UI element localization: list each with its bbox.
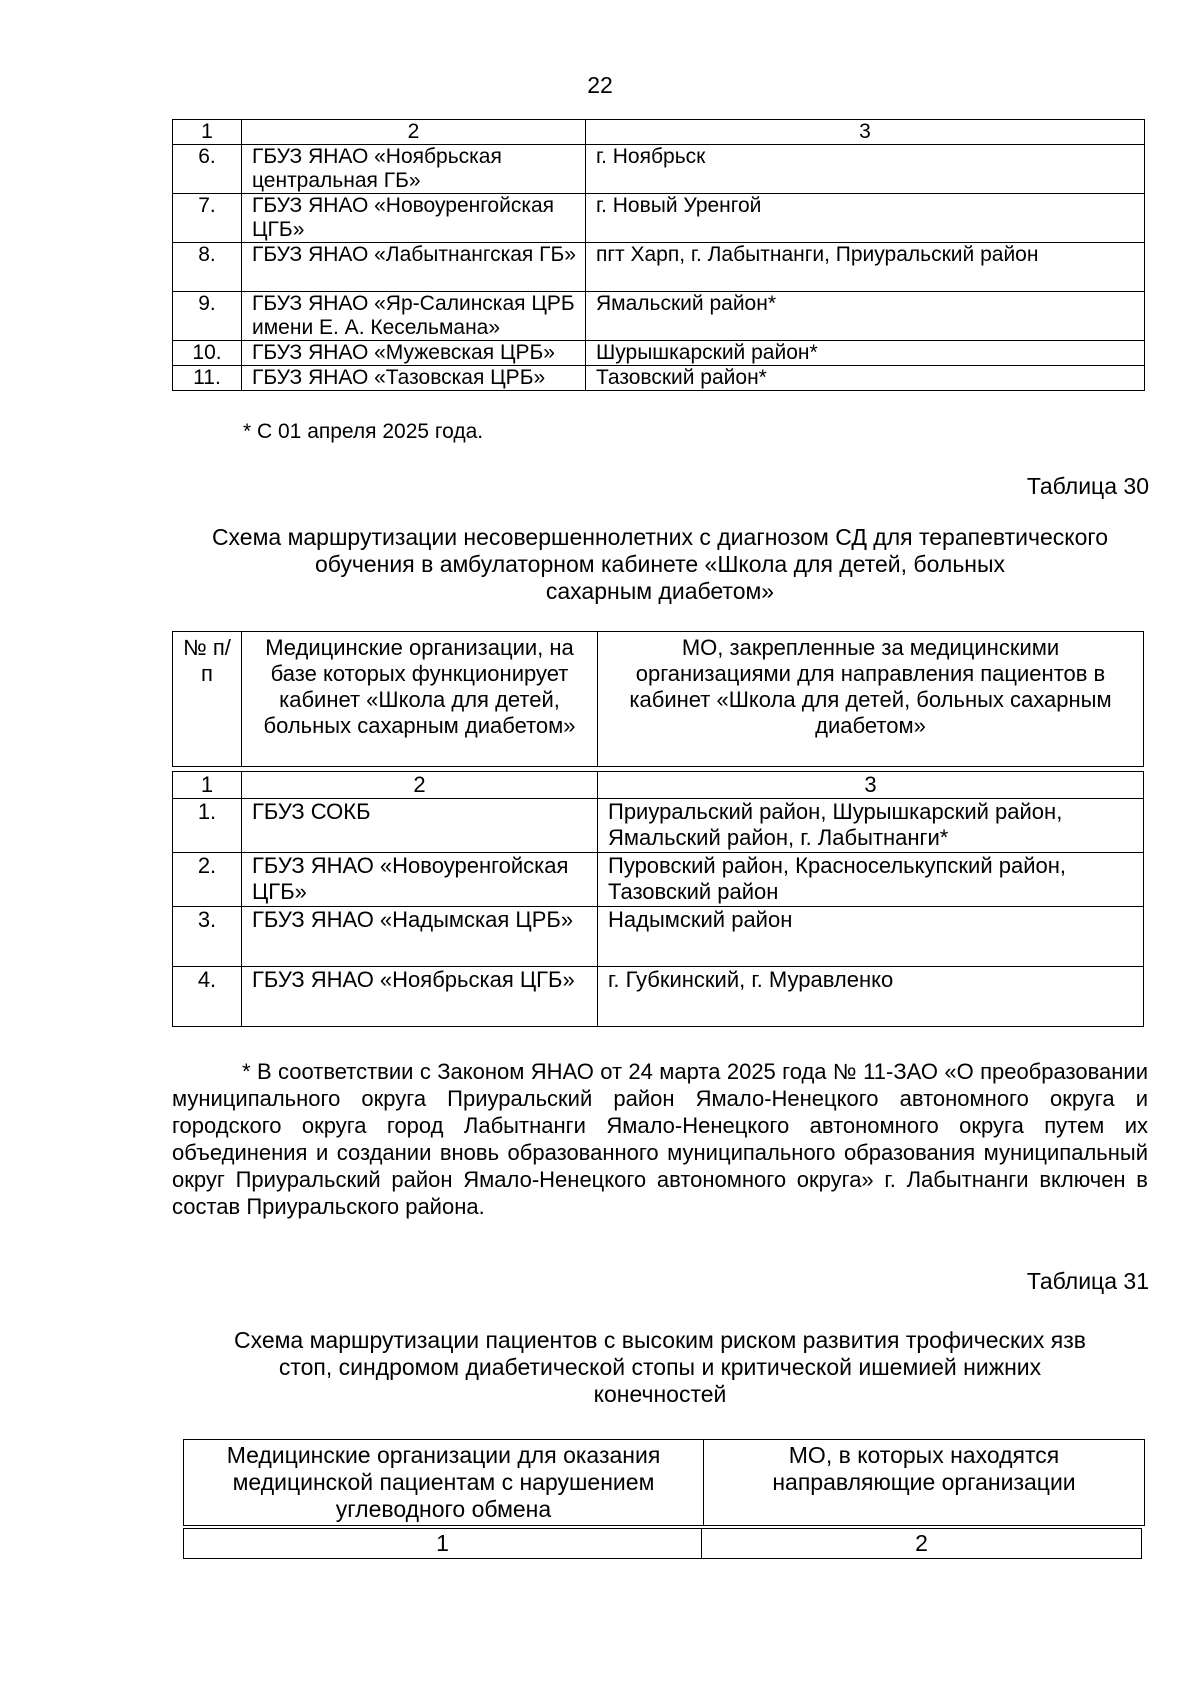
column-number: 3 — [586, 120, 1145, 145]
column-number: 2 — [242, 772, 598, 799]
area-cell: Надымский район — [598, 907, 1144, 967]
row-number: 3. — [173, 907, 242, 967]
column-header: № п/п — [173, 632, 242, 767]
column-number: 1 — [184, 1529, 702, 1559]
table-row — [173, 145, 1145, 194]
table-number-row — [173, 772, 1144, 799]
row-number: 7. — [173, 194, 242, 243]
organization-cell: ГБУЗ ЯНАО «Ноябрьская центральная ГБ» — [242, 145, 586, 194]
organization-cell: ГБУЗ ЯНАО «Ноябрьская ЦГБ» — [242, 967, 598, 1027]
table-row — [173, 907, 1144, 967]
organization-cell: ГБУЗ ЯНАО «Надымская ЦРБ» — [242, 907, 598, 967]
area-cell: г. Новый Уренгой — [586, 194, 1145, 243]
column-number: 2 — [702, 1529, 1142, 1559]
table-row — [173, 341, 1145, 366]
table-31 — [183, 1528, 1142, 1559]
table-row — [173, 194, 1145, 243]
organization-cell: ГБУЗ ЯНАО «Мужевская ЦРБ» — [242, 341, 586, 366]
area-cell: Приуральский район, Шурышкарский район, Ямальский район, г. Лабытнанги* — [598, 799, 1144, 853]
table-30 — [172, 771, 1144, 1027]
area-cell: Ямальский район* — [586, 292, 1145, 341]
page-number: 22 — [587, 72, 613, 98]
row-number: 1. — [173, 799, 242, 853]
footnote: * С 01 апреля 2025 года. — [243, 420, 484, 443]
table-header-row — [173, 120, 1145, 145]
table-number-row — [184, 1529, 1142, 1559]
table-31-header — [183, 1439, 1145, 1526]
organization-cell: ГБУЗ СОКБ — [242, 799, 598, 853]
organization-cell: ГБУЗ ЯНАО «Лабытнангская ГБ» — [242, 243, 586, 292]
column-header: Медицинские организации, на базе которых функционирует кабинет «Школа для детей, больных сахарным диабетом» — [242, 632, 598, 767]
column-number: 1 — [173, 772, 242, 799]
table-row — [173, 366, 1145, 391]
table-30-header — [172, 631, 1144, 767]
area-cell: Тазовский район* — [586, 366, 1145, 391]
row-number: 9. — [173, 292, 242, 341]
column-header: МО, в которых находятся направляющие организации — [704, 1440, 1145, 1526]
column-header: МО, закрепленные за медицинскими организациями для направления пациентов в кабинет «Школа для детей, больных сахарным диабетом» — [598, 632, 1144, 767]
table-30-note: * В соответствии с Законом ЯНАО от 24 марта 2025 года № 11-ЗАО «О преобразовании муниципального округа Приуральский район Ямало-Ненецкого автономного округа и городского округа город Лабытнанги Ямало-Ненецкого автономного округа путем их объединения и создании вновь образованного муниципального образования муниципальный округ Приуральский район Ямало-Ненецкого автономного округа» г. Лабытнанги включен в состав Приуральского района. — [172, 1059, 1148, 1219]
table-row — [173, 799, 1144, 853]
table-header-row — [173, 632, 1144, 767]
column-number: 3 — [598, 772, 1144, 799]
column-header: Медицинские организации для оказания медицинской пациентам с нарушением углеводного обмена — [184, 1440, 704, 1526]
table-30-caption — [170, 524, 1150, 605]
caption-line: Схема маршрутизации пациентов с высоким риском развития трофических язв — [233, 1327, 1087, 1353]
routing-table-continuation — [172, 119, 1145, 391]
caption-line: сахарным диабетом» — [545, 578, 775, 604]
row-number: 2. — [173, 853, 242, 907]
row-number: 8. — [173, 243, 242, 292]
caption-line: Схема маршрутизации несовершеннолетних с диагнозом СД для терапевтического — [211, 524, 1109, 550]
row-number: 4. — [173, 967, 242, 1027]
area-cell: Пуровский район, Красноселькупский район, Тазовский район — [598, 853, 1144, 907]
column-number: 1 — [173, 120, 242, 145]
table-row — [173, 243, 1145, 292]
organization-cell: ГБУЗ ЯНАО «Новоуренгойская ЦГБ» — [242, 853, 598, 907]
row-number: 10. — [173, 341, 242, 366]
table-row — [173, 853, 1144, 907]
table-30-label: Таблица 30 — [1026, 473, 1149, 499]
organization-cell: ГБУЗ ЯНАО «Яр-Салинская ЦРБ имени Е. А. Кесельмана» — [242, 292, 586, 341]
caption-line: стоп, синдромом диабетической стопы и критической ишемией нижних — [278, 1354, 1042, 1380]
caption-line: конечностей — [593, 1381, 727, 1407]
area-cell: пгт Харп, г. Лабытнанги, Приуральский район — [586, 243, 1145, 292]
area-cell: Шурышкарский район* — [586, 341, 1145, 366]
caption-line: обучения в амбулаторном кабинете «Школа для детей, больных — [314, 551, 1006, 577]
column-number: 2 — [242, 120, 586, 145]
row-number: 6. — [173, 145, 242, 194]
table-row — [173, 292, 1145, 341]
table-row — [173, 967, 1144, 1027]
table-31-caption — [170, 1327, 1150, 1408]
table-31-label: Таблица 31 — [1026, 1268, 1149, 1294]
organization-cell: ГБУЗ ЯНАО «Новоуренгойская ЦГБ» — [242, 194, 586, 243]
organization-cell: ГБУЗ ЯНАО «Тазовская ЦРБ» — [242, 366, 586, 391]
row-number: 11. — [173, 366, 242, 391]
area-cell: г. Губкинский, г. Муравленко — [598, 967, 1144, 1027]
area-cell: г. Ноябрьск — [586, 145, 1145, 194]
table-header-row — [184, 1440, 1145, 1526]
